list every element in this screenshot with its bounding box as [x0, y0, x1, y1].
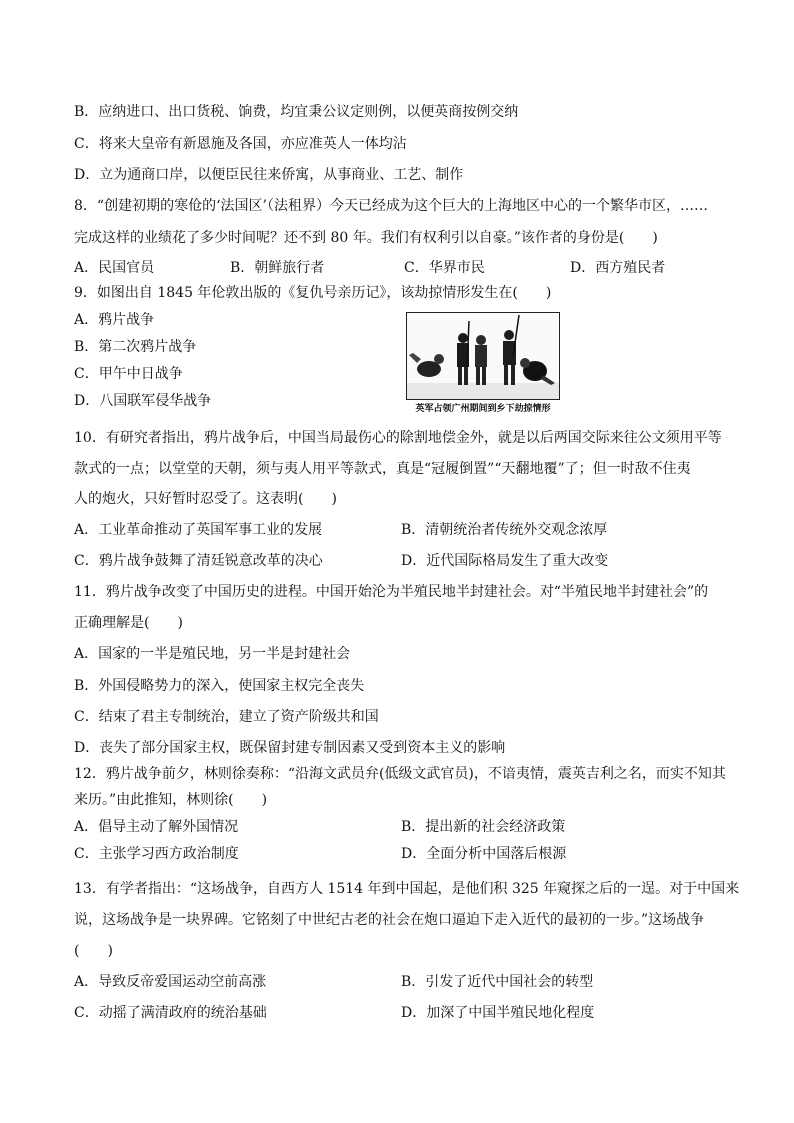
q13-stem-line-2: 说，这场战争是一块界碑。它铭刻了中世纪古老的社会在炮口逼迫下走入近代的最初的一步。”这场战争 [74, 912, 705, 928]
q11-option-c[interactable]: C．结束了君主专制统治，建立了资产阶级共和国 [74, 709, 379, 725]
q11-stem-line-1: 11．鸦片战争改变了中国历史的进程。中国开始沦为半殖民地半封建社会。对“半殖民地半封建社会”的 [74, 584, 709, 600]
q8-option-a[interactable]: A．民国官员 [74, 260, 155, 276]
q13-option-b[interactable]: B．引发了近代中国社会的转型 [401, 974, 594, 990]
q9-option-b[interactable]: B．第二次鸦片战争 [74, 339, 197, 355]
q9-figure-caption: 英军占领广州期间到乡下劫掠情形 [415, 404, 551, 414]
q9-option-c[interactable]: C．甲午中日战争 [74, 366, 183, 382]
q12-stem-line-2: 来历。”由此推知，林则徐( ) [74, 792, 268, 808]
q8-stem-line-1: 8．“创建初期的寒伧的‘法国区’（法租界）今天已经成为这个巨大的上海地区中心的一个繁华市区，…… [74, 198, 708, 214]
q8-stem-line-2: 完成这样的业绩花了多少时间呢？还不到 80 年。我们有权利引以自豪。”该作者的身份是( ) [74, 230, 658, 246]
q9-figure [406, 312, 560, 418]
q13-option-c[interactable]: C．动摇了满清政府的统治基础 [74, 1005, 267, 1021]
q10-option-a[interactable]: A．工业革命推动了英国军事工业的发展 [74, 522, 323, 538]
q9-option-a[interactable]: A．鸦片战争 [74, 312, 155, 328]
q8-option-c[interactable]: C．华界市民 [404, 260, 485, 276]
exam-page [74, 0, 740, 1123]
q9-illustration [406, 312, 560, 400]
q8-option-d[interactable]: D．西方殖民者 [570, 260, 666, 276]
q10-option-d[interactable]: D．近代国际格局发生了重大改变 [401, 553, 609, 569]
q13-option-d[interactable]: D．加深了中国半殖民地化程度 [401, 1005, 595, 1021]
q13-stem-line-3: ( ) [74, 943, 113, 959]
q7-option-b[interactable]: B．应纳进口、出口货税、饷费，均宜秉公议定则例，以便英商按例交纳 [74, 104, 519, 120]
q11-option-a[interactable]: A．国家的一半是殖民地，另一半是封建社会 [74, 646, 351, 662]
q11-option-d[interactable]: D．丧失了部分国家主权，既保留封建专制因素又受到资本主义的影响 [74, 740, 506, 756]
q13-stem-line-1: 13．有学者指出：“这场战争，自西方人 1514 年到中国起，是他们积 325 年窥探之后的一逞。对于中国来 [74, 881, 740, 897]
plunder-scene-illustration [407, 313, 559, 399]
q10-stem-line-1: 10．有研究者指出，鸦片战争后，中国当局最伤心的除割地偿金外，就是以后两国交际来往公文须用平等 [74, 430, 722, 446]
q9-option-d[interactable]: D．八国联军侵华战争 [74, 393, 212, 409]
q12-option-a[interactable]: A．倡导主动了解外国情况 [74, 819, 239, 835]
q11-option-b[interactable]: B．外国侵略势力的深入，使国家主权完全丧失 [74, 678, 365, 694]
q10-stem-line-3: 人的炮火，只好暂时忍受了。这表明( ) [74, 491, 337, 507]
q13-option-a[interactable]: A．导致反帝爱国运动空前高涨 [74, 974, 267, 990]
q12-option-b[interactable]: B．提出新的社会经济政策 [401, 819, 566, 835]
q8-option-b[interactable]: B．朝鲜旅行者 [230, 260, 325, 276]
q7-option-d[interactable]: D．立为通商口岸，以便臣民往来侨寓，从事商业、工艺、制作 [74, 167, 464, 183]
q10-option-c[interactable]: C．鸦片战争鼓舞了清廷锐意改革的决心 [74, 553, 323, 569]
q10-option-b[interactable]: B．清朝统治者传统外交观念浓厚 [401, 522, 608, 538]
q12-stem-line-1: 12．鸦片战争前夕，林则徐奏称：“沿海文武员弁(低级文武官员)，不谙夷情，震英吉利之名，而实不知其 [74, 766, 726, 782]
q7-option-c[interactable]: C．将来大皇帝有新恩施及各国，亦应准英人一体均沾 [74, 136, 407, 152]
q12-option-c[interactable]: C．主张学习西方政治制度 [74, 846, 239, 862]
q10-stem-line-2: 款式的一点；以堂堂的天朝，须与夷人用平等款式，真是“冠履倒置”“天翻地覆”了；但一时敌不住夷 [74, 461, 691, 477]
q11-stem-line-2: 正确理解是( ) [74, 615, 183, 631]
q9-stem: 9．如图出自 1845 年伦敦出版的《复仇号亲历记》，该劫掠情形发生在( ) [74, 285, 552, 301]
q12-option-d[interactable]: D．全面分析中国落后根源 [401, 846, 567, 862]
